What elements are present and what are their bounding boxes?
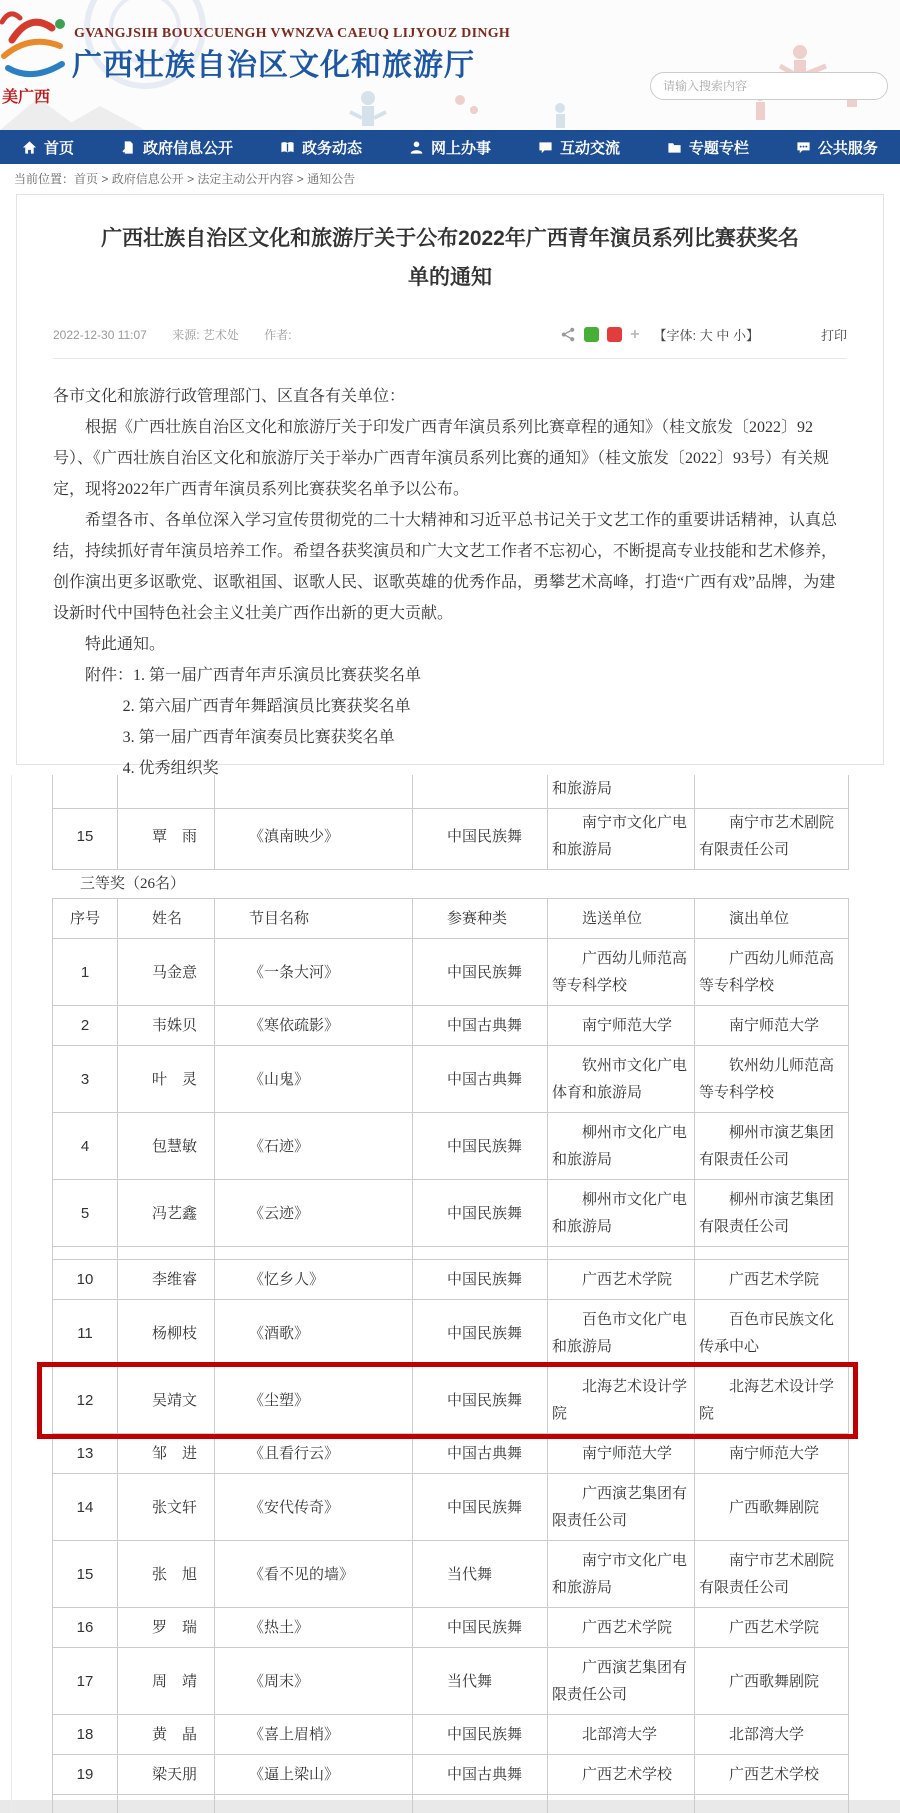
- table-row: [52, 1755, 849, 1795]
- table-header-cell: 演出单位: [695, 898, 849, 939]
- table-cell: 中国古典舞: [413, 1755, 548, 1795]
- table-cell: 马金意: [118, 939, 215, 1006]
- article-meta: [53, 325, 847, 359]
- table-cell: 广西艺术学院: [695, 1260, 849, 1300]
- table-cell: 南宁师范大学: [548, 1434, 695, 1474]
- table-header-cell: 节目名称: [215, 898, 413, 939]
- table-cell: 广西歌舞剧院: [695, 1474, 849, 1541]
- table-cell: 3: [52, 1046, 118, 1113]
- table-cell: 《忆乡人》: [215, 1260, 413, 1300]
- site-header: [0, 0, 900, 130]
- table-row: [52, 1434, 849, 1474]
- table-cell: 南宁师范大学: [695, 1006, 849, 1046]
- chat-icon: [538, 140, 553, 155]
- table-row: [52, 939, 849, 1006]
- table-cell: 11: [52, 1300, 118, 1367]
- table-cell: 钦州市文化广电体育和旅游局: [548, 1046, 695, 1113]
- table-cell: 冯艺鑫: [118, 1180, 215, 1247]
- breadcrumb-link[interactable]: 法定主动公开内容: [197, 172, 294, 186]
- table-cell: 吴靖文: [118, 1367, 215, 1434]
- attachment-line[interactable]: 2. 第六届广西青年舞蹈演员比赛获奖名单: [122, 698, 411, 715]
- table-cell: 《周末》: [215, 1648, 413, 1715]
- table-header-cell: 序号: [52, 898, 118, 939]
- table-cell: [413, 1795, 548, 1813]
- table-cell: 18: [52, 1715, 118, 1755]
- table-cell: 《热土》: [215, 1608, 413, 1648]
- nav-item[interactable]: [409, 137, 491, 158]
- table-cell: [695, 1795, 849, 1813]
- nav-item[interactable]: [796, 137, 878, 158]
- table-cell: 5: [52, 1180, 118, 1247]
- table-cell: [695, 1247, 849, 1260]
- table-cell: 1: [52, 939, 118, 1006]
- article-paragraph: 根据《广西壮族自治区文化和旅游厅关于印发广西青年演员系列比赛章程的通知》（桂文旅发〔2022〕92号）、《广西壮族自治区文化和旅游厅关于举办广西青年演员系列比赛的通知》（桂文旅发〔2022〕93号）有关规定，现将2022年广西青年演员系列比赛获奖名单予以公布。: [53, 419, 830, 498]
- table-cell: 张文轩: [118, 1474, 215, 1541]
- table-cell: 中国民族舞: [413, 1367, 548, 1434]
- table-cell: 张 旭: [118, 1541, 215, 1608]
- table-cell: [413, 1247, 548, 1260]
- breadcrumb-link[interactable]: 通知公告: [307, 172, 356, 186]
- breadcrumb-link[interactable]: 政府信息公开: [111, 172, 184, 186]
- award-table-top-fragment: [52, 775, 900, 870]
- table-row-highlighted: [52, 1367, 849, 1434]
- table-cell: 南宁市艺术剧院有限责任公司: [695, 803, 849, 870]
- table-cell: 罗 瑞: [118, 1608, 215, 1648]
- table-cell: 包慧敏: [118, 1113, 215, 1180]
- nav-item-label: 政府信息公开: [142, 139, 233, 157]
- table-header-cell: 选送单位: [548, 898, 695, 939]
- article-body: [53, 381, 847, 784]
- table-cell: 《寒依疏影》: [215, 1006, 413, 1046]
- doc-icon: [121, 140, 136, 155]
- table-cell: 北部湾大学: [695, 1715, 849, 1755]
- table-cell: 《安代传奇》: [215, 1474, 413, 1541]
- table-cell: 梁天朋: [118, 1755, 215, 1795]
- table-cell: 广西演艺集团有限责任公司: [548, 1648, 695, 1715]
- attachments-list: [53, 660, 847, 784]
- table-cell: 柳州市文化广电和旅游局: [548, 1113, 695, 1180]
- table-cell: 广西幼儿师范高等专科学校: [695, 939, 849, 1006]
- table-cell: 广西艺术学院: [548, 1260, 695, 1300]
- table-cell: 当代舞: [413, 1648, 548, 1715]
- table-cell: 中国民族舞: [413, 1715, 548, 1755]
- table-header-row: [52, 898, 849, 939]
- person-icon: [409, 140, 424, 155]
- table-cell: 韦姝贝: [118, 1006, 215, 1046]
- table-cell: 《看不见的墙》: [215, 1541, 413, 1608]
- table-cell: 覃 雨: [118, 803, 215, 870]
- publish-datetime: 2022-12-30 11:07: [53, 328, 147, 342]
- table-cell: 15: [52, 1541, 118, 1608]
- table-cell: 柳州市演艺集团有限责任公司: [695, 1113, 849, 1180]
- table-row: [52, 1474, 849, 1541]
- nav-item[interactable]: [121, 137, 233, 158]
- attachment-line[interactable]: 附件：1. 第一届广西青年声乐演员比赛获奖名单: [85, 667, 422, 684]
- article-author: 作者:: [264, 328, 292, 342]
- site-zhuang-title: GVANGJSIH BOUXCUENGH VWNZVA CAEUQ LIJYOUZ DINGH: [74, 26, 511, 41]
- table-cell: 北海艺术设计学院: [695, 1367, 849, 1434]
- nav-item-label: 互动交流: [559, 139, 620, 157]
- table-cell: 《喜上眉梢》: [215, 1715, 413, 1755]
- table-cell: 《云迹》: [215, 1180, 413, 1247]
- breadcrumb: 当前位置：首页 > 政府信息公开 > 法定主动公开内容 > 通知公告: [14, 172, 356, 186]
- table-header-cell: 参赛种类: [413, 898, 548, 939]
- table-row: [52, 1006, 849, 1046]
- table-cell: 南宁市文化广电和旅游局: [548, 803, 695, 870]
- table-cell: 中国古典舞: [413, 1434, 548, 1474]
- nav-item[interactable]: [538, 137, 620, 158]
- table-cell: 广西演艺集团有限责任公司: [548, 1474, 695, 1541]
- table-cell: 《酒歌》: [215, 1300, 413, 1367]
- table-cell: [52, 1247, 118, 1260]
- table-cell: 中国民族舞: [413, 939, 548, 1006]
- nav-item-label: 公共服务: [817, 139, 878, 157]
- nav-item-label: 网上办事: [430, 139, 491, 157]
- table-cell: 10: [52, 1260, 118, 1300]
- breadcrumb-prefix: 当前位置：: [14, 172, 75, 186]
- table-cell: 广西幼儿师范高等专科学校: [548, 939, 695, 1006]
- table-cell: 《山鬼》: [215, 1046, 413, 1113]
- table-cell: 钦州幼儿师范高等专科学校: [695, 1046, 849, 1113]
- attachment-line[interactable]: 3. 第一届广西青年演奏员比赛获奖名单: [122, 729, 395, 746]
- table-cell: 广西艺术学院: [548, 1608, 695, 1648]
- table-cell: [118, 1247, 215, 1260]
- folder-icon: [667, 140, 682, 155]
- table-cell: 周 靖: [118, 1648, 215, 1715]
- weibo-share-icon[interactable]: [607, 327, 622, 342]
- table-cell: 中国民族舞: [413, 1474, 548, 1541]
- table-cell: 中国民族舞: [413, 803, 548, 870]
- service-icon: [796, 140, 811, 155]
- table-row: [52, 1648, 849, 1715]
- table-cell: 和旅游局: [548, 775, 695, 809]
- table-cell: 中国民族舞: [413, 1300, 548, 1367]
- table-partial-row: [52, 1795, 849, 1813]
- table-cell: 《滇南映少》: [215, 803, 413, 870]
- table-cell: 中国民族舞: [413, 1180, 548, 1247]
- wechat-share-icon[interactable]: [584, 327, 599, 342]
- article-paragraph: 希望各市、各单位深入学习宣传贯彻党的二十大精神和习近平总书记关于文艺工作的重要讲话精神，认真总结，持续抓好青年演员培养工作。希望各获奖演员和广大文艺工作者不忘初心，不断提高专业技能和艺术修养，创作演出更多讴歌党、讴歌祖国、讴歌人民、讴歌英雄的优秀作品，勇攀艺术高峰，打造“广西有戏”品牌，为建设新时代中国特色社会主义壮美广西作出新的更大贡献。: [53, 512, 838, 622]
- table-row: [52, 1715, 849, 1755]
- table-row: [52, 1113, 849, 1180]
- table-cell: 15: [52, 803, 118, 870]
- share-icon[interactable]: [561, 327, 576, 342]
- table-row: [52, 803, 849, 870]
- table-cell: 百色市民族文化传承中心: [695, 1300, 849, 1367]
- table-cell: 《石迹》: [215, 1113, 413, 1180]
- table-cell: 4: [52, 1113, 118, 1180]
- nav-item[interactable]: [280, 137, 362, 158]
- table-row: [52, 1260, 849, 1300]
- print-button[interactable]: 打印: [820, 328, 847, 343]
- table-cell: 当代舞: [413, 1541, 548, 1608]
- table-row: [52, 1608, 849, 1648]
- main-nav: [0, 130, 900, 164]
- table-cell: 百色市文化广电和旅游局: [548, 1300, 695, 1367]
- table-cell: 广西歌舞剧院: [695, 1648, 849, 1715]
- table-cell: 14: [52, 1474, 118, 1541]
- table-cell: 黄 晶: [118, 1715, 215, 1755]
- attachment-line[interactable]: 4. 优秀组织奖: [122, 760, 219, 777]
- table-cell: 广西艺术学校: [695, 1755, 849, 1795]
- table-cell: [548, 1247, 695, 1260]
- table-cell: 南宁师范大学: [695, 1434, 849, 1474]
- table-cell: 柳州市文化广电和旅游局: [548, 1180, 695, 1247]
- table-cell: 19: [52, 1755, 118, 1795]
- table-cell: 叶 灵: [118, 1046, 215, 1113]
- table-cell: 12: [52, 1367, 118, 1434]
- award-table-section: [0, 775, 900, 1813]
- table-row: [52, 1046, 849, 1113]
- table-cell: [52, 1795, 118, 1813]
- table-cell: 广西艺术学院: [695, 1608, 849, 1648]
- home-icon: [22, 140, 37, 155]
- table-cell: [548, 1795, 695, 1813]
- table-cell: 《尘塑》: [215, 1367, 413, 1434]
- table-cell: 中国民族舞: [413, 1260, 548, 1300]
- table-cell: 13: [52, 1434, 118, 1474]
- table-cell: 南宁市文化广电和旅游局: [548, 1541, 695, 1608]
- nav-item-label: 首页: [44, 139, 75, 157]
- logo-caption-glyphs: 美广西: [2, 89, 51, 106]
- table-cell: [118, 1795, 215, 1813]
- table-cell: 北海艺术设计学院: [548, 1367, 695, 1434]
- table-row: [52, 1541, 849, 1608]
- table-cell: 广西艺术学校: [548, 1755, 695, 1795]
- award-tier-label: 三等奖（26名）: [80, 876, 186, 892]
- nav-item-label: 专题专栏: [688, 139, 749, 157]
- table-cell: 2: [52, 1006, 118, 1046]
- table-cell: 邹 进: [118, 1434, 215, 1474]
- more-share-icon[interactable]: +: [630, 325, 640, 343]
- nav-item-label: 政务动态: [301, 139, 362, 157]
- nav-item[interactable]: [22, 137, 74, 158]
- table-cell: 中国民族舞: [413, 1113, 548, 1180]
- table-cell: 李维睿: [118, 1260, 215, 1300]
- table-cell: 中国民族舞: [413, 1608, 548, 1648]
- table-seam-row: [52, 1247, 849, 1260]
- table-cell: 杨柳枝: [118, 1300, 215, 1367]
- site-logo: [0, 6, 74, 110]
- font-size-control[interactable]: 【字体: 大 中 小】: [653, 328, 759, 343]
- table-header-cell: 姓名: [118, 898, 215, 939]
- award-table: [52, 898, 900, 1813]
- table-cell: 17: [52, 1648, 118, 1715]
- book-icon: [280, 140, 295, 155]
- site-title: 广西壮族自治区文化和旅游厅: [72, 49, 475, 82]
- table-cell: 柳州市演艺集团有限责任公司: [695, 1180, 849, 1247]
- notice-article: [16, 194, 884, 777]
- table-fragment-row: [52, 775, 849, 803]
- table-cell: 中国古典舞: [413, 1046, 548, 1113]
- table-cell: 南宁市艺术剧院有限责任公司: [695, 1541, 849, 1608]
- table-cell: 《逼上梁山》: [215, 1755, 413, 1795]
- table-cell: 16: [52, 1608, 118, 1648]
- article-paragraph: 特此通知。: [85, 636, 166, 653]
- article-title: 广西壮族自治区文化和旅游厅关于公布2022年广西青年演员系列比赛获奖名单的通知: [101, 227, 799, 289]
- table-cell: 《一条大河》: [215, 939, 413, 1006]
- table-cell: 北部湾大学: [548, 1715, 695, 1755]
- table-cell: 中国古典舞: [413, 1006, 548, 1046]
- nav-item[interactable]: [667, 137, 749, 158]
- table-cell: 《且看行云》: [215, 1434, 413, 1474]
- article-paragraph: 各市文化和旅游行政管理部门、区直各有关单位：: [53, 388, 406, 405]
- table-row: [52, 1300, 849, 1367]
- search-input[interactable]: [650, 72, 888, 100]
- table-row: [52, 1180, 849, 1247]
- table-cell: [215, 1247, 413, 1260]
- table-cell: [215, 1795, 413, 1813]
- table-cell: 南宁师范大学: [548, 1006, 695, 1046]
- breadcrumb-link[interactable]: 首页: [74, 172, 99, 186]
- article-source: 来源: 艺术处: [172, 328, 239, 342]
